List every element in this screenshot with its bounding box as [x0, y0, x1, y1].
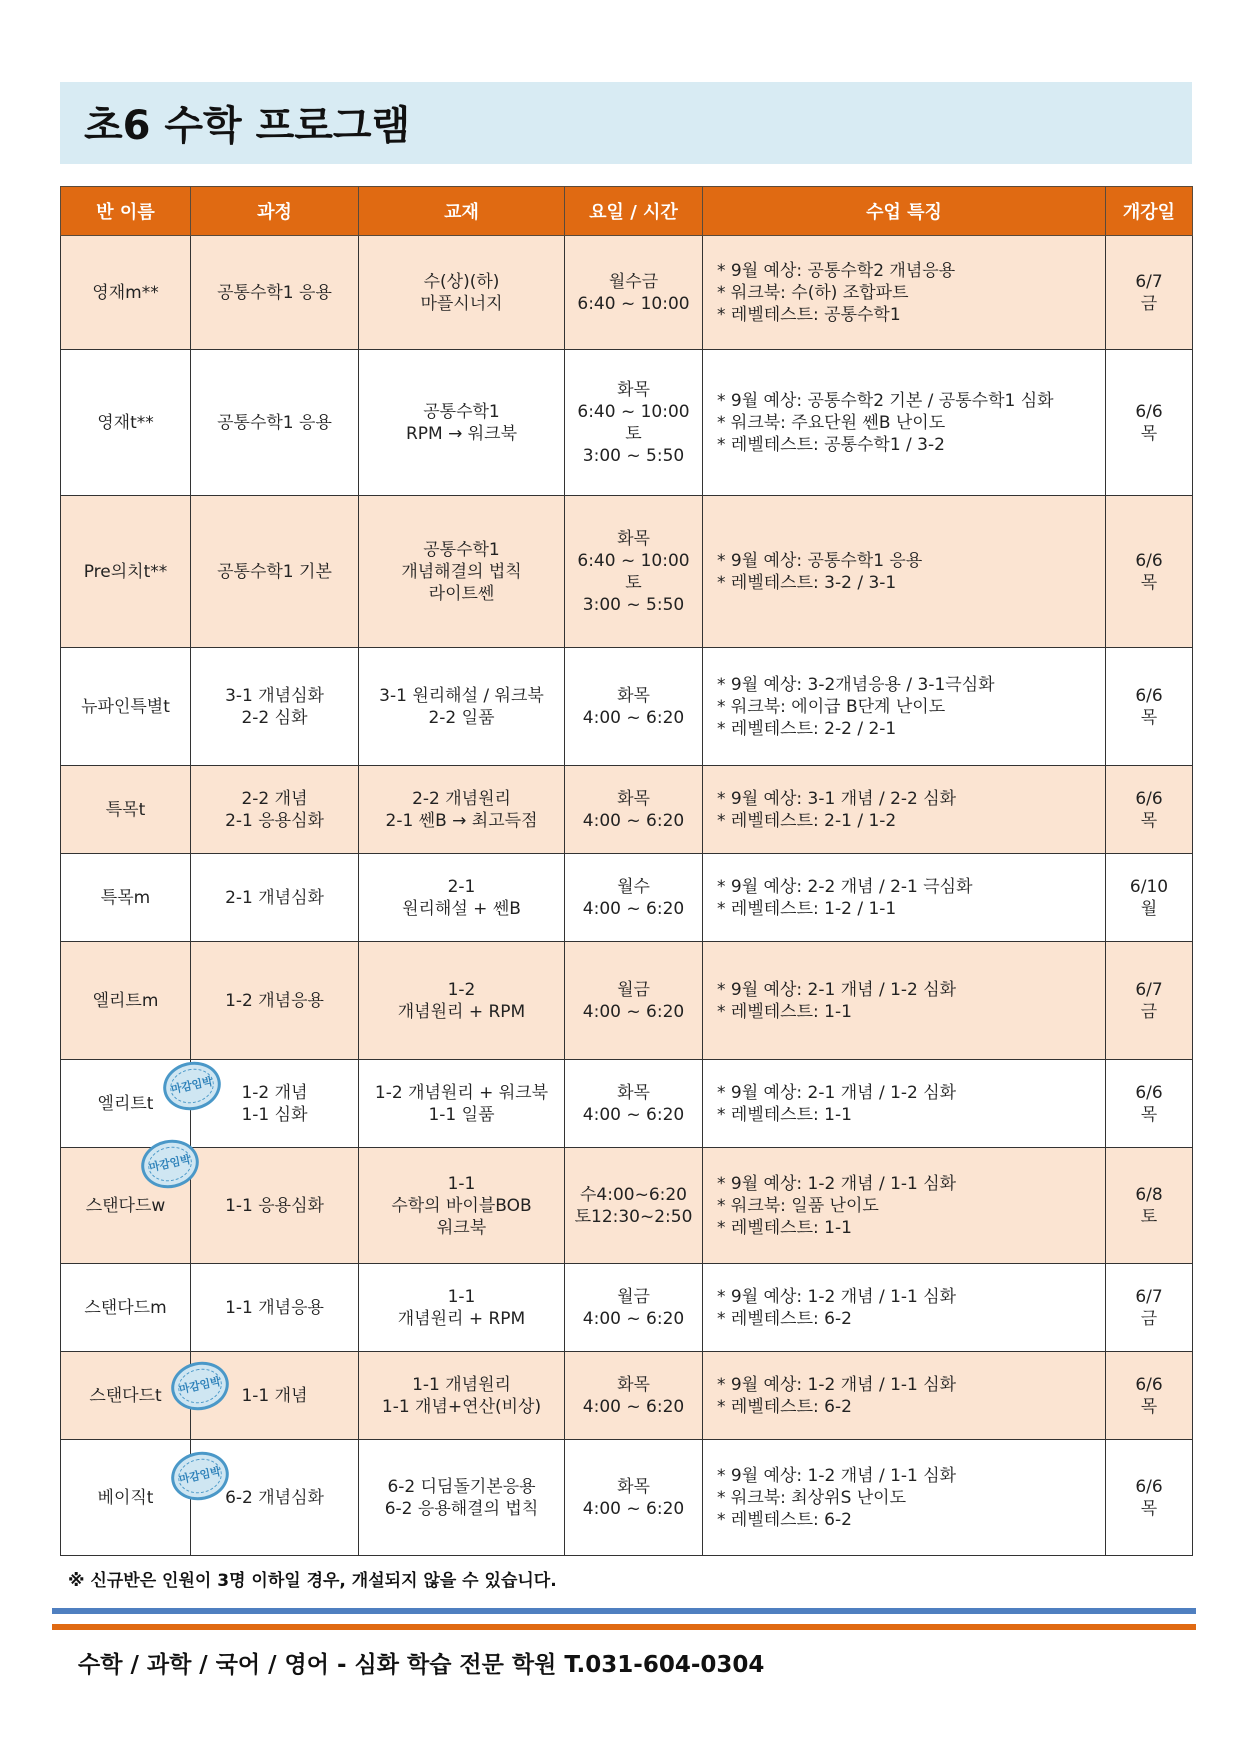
course-cell	[191, 1148, 359, 1264]
features-cell	[703, 350, 1106, 496]
schedule-line: 4:00 ~ 6:20	[582, 1001, 685, 1022]
feature-line: * 레벨테스트: 6-2	[717, 1396, 852, 1417]
feature-line: * 9월 예상: 3-2개념응용 / 3-1극심화	[717, 674, 995, 695]
header-features: 수업 특징	[703, 187, 1106, 236]
textbook-line: 2-1 쎈B → 최고득점	[385, 810, 538, 831]
table-row	[61, 350, 1193, 496]
feature-line: * 레벨테스트: 2-2 / 2-1	[717, 718, 897, 739]
start-date-cell	[1106, 1148, 1193, 1264]
class-name: 특목t	[105, 799, 146, 820]
table-row	[61, 1440, 1193, 1556]
start-date-line: 6/6	[1135, 401, 1163, 422]
class-name: 특목m	[100, 887, 151, 908]
class-name-cell	[61, 1264, 191, 1352]
features-cell	[703, 236, 1106, 350]
textbook-line: 1-1 개념원리	[412, 1374, 511, 1395]
textbook-line: 수(상)(하)	[423, 271, 500, 292]
start-date-cell	[1106, 236, 1193, 350]
start-date-line: 금	[1140, 1001, 1158, 1022]
start-date-line: 목	[1140, 1104, 1158, 1125]
schedule-cell	[565, 1352, 703, 1440]
feature-line: * 9월 예상: 1-2 개념 / 1-1 심화	[717, 1465, 957, 1486]
class-name: 스탠다드t	[89, 1385, 162, 1406]
course-cell	[191, 854, 359, 942]
class-name-cell	[61, 236, 191, 350]
schedule-cell	[565, 1440, 703, 1556]
schedule-line: 월수	[617, 876, 650, 897]
class-name-cell	[61, 1060, 215, 1148]
textbook-cell	[359, 854, 565, 942]
class-name: 베이직t	[97, 1487, 154, 1508]
course-cell	[191, 942, 359, 1060]
schedule-cell	[565, 648, 703, 766]
course-cell	[191, 496, 359, 648]
divider-orange	[52, 1624, 1196, 1630]
feature-line: * 9월 예상: 공통수학1 응용	[717, 550, 923, 571]
schedule-line: 화목	[617, 1374, 650, 1395]
class-name-cell	[61, 648, 191, 766]
start-date-cell	[1106, 648, 1193, 766]
schedule-line: 토12:30~2:50	[574, 1206, 693, 1227]
feature-line: * 워크북: 수(하) 조합파트	[717, 282, 909, 303]
course-line: 2-2 개념	[241, 788, 308, 809]
features-cell	[703, 1264, 1106, 1352]
textbook-cell	[359, 942, 565, 1060]
course-cell	[191, 1264, 359, 1352]
title-bar	[60, 82, 1192, 164]
feature-line: * 레벨테스트: 1-1	[717, 1001, 852, 1022]
start-date-line: 6/7	[1135, 1286, 1163, 1307]
start-date-cell	[1106, 942, 1193, 1060]
page-title: 초6 수학 프로그램	[84, 103, 411, 149]
course-line: 3-1 개념심화	[225, 685, 324, 706]
header-schedule: 요일 / 시간	[565, 187, 703, 236]
features-cell	[703, 1148, 1106, 1264]
start-date-line: 금	[1140, 293, 1158, 314]
start-date-line: 목	[1140, 572, 1158, 593]
schedule-cell	[565, 1060, 703, 1148]
table-row	[61, 1352, 1193, 1440]
feature-line: * 레벨테스트: 6-2	[717, 1308, 852, 1329]
schedule-line: 4:00 ~ 6:20	[582, 1308, 685, 1329]
textbook-cell	[359, 1148, 565, 1264]
textbook-cell	[359, 1060, 565, 1148]
feature-line: * 9월 예상: 2-2 개념 / 2-1 극심화	[717, 876, 973, 897]
schedule-line: 6:40 ~ 10:00	[577, 550, 690, 571]
textbook-cell	[359, 236, 565, 350]
header-course: 과정	[191, 187, 359, 236]
textbook-line: 라이트쎈	[428, 583, 495, 604]
schedule-line: 화목	[617, 1476, 650, 1497]
features-cell	[703, 942, 1106, 1060]
start-date-line: 목	[1140, 810, 1158, 831]
feature-line: * 9월 예상: 2-1 개념 / 1-2 심화	[717, 979, 957, 1000]
features-cell	[703, 766, 1106, 854]
feature-line: * 레벨테스트: 6-2	[717, 1509, 852, 1530]
textbook-line: 1-2	[447, 979, 476, 1000]
textbook-line: 3-1 원리해설 / 워크북	[379, 685, 544, 706]
schedule-line: 4:00 ~ 6:20	[582, 707, 685, 728]
table-row	[61, 236, 1193, 350]
start-date-line: 6/8	[1135, 1184, 1163, 1205]
schedule-cell	[565, 496, 703, 648]
header-start-date: 개강일	[1106, 187, 1193, 236]
closing-soon-stamp-icon: 마감임박	[167, 1356, 234, 1415]
schedule-line: 4:00 ~ 6:20	[582, 810, 685, 831]
features-cell	[703, 854, 1106, 942]
textbook-line: 2-2 일품	[428, 707, 495, 728]
start-date-line: 금	[1140, 1308, 1158, 1329]
course-cell	[191, 766, 359, 854]
textbook-line: RPM → 워크북	[405, 423, 518, 444]
textbook-line: 개념해결의 법칙	[401, 561, 522, 582]
schedule-line: 토	[625, 572, 642, 593]
schedule-line: 6:40 ~ 10:00	[577, 401, 690, 422]
start-date-line: 토	[1140, 1206, 1158, 1227]
course-line: 6-2 개념심화	[225, 1487, 324, 1508]
table-row	[61, 1264, 1193, 1352]
textbook-line: 1-1	[447, 1286, 476, 1307]
course-line: 1-1 응용심화	[225, 1195, 324, 1216]
class-name: 스탠다드m	[84, 1297, 167, 1318]
feature-line: * 레벨테스트: 1-2 / 1-1	[717, 898, 897, 919]
textbook-cell	[359, 1440, 565, 1556]
schedule-cell	[565, 766, 703, 854]
course-line: 1-2 개념응용	[225, 990, 324, 1011]
start-date-cell	[1106, 350, 1193, 496]
start-date-line: 목	[1140, 423, 1158, 444]
schedule-line: 3:00 ~ 5:50	[582, 445, 685, 466]
class-name: 엘리트t	[97, 1093, 154, 1114]
table-row	[61, 648, 1193, 766]
schedule-line: 4:00 ~ 6:20	[582, 898, 685, 919]
schedule-line: 화목	[617, 788, 650, 809]
course-line: 2-1 응용심화	[225, 810, 324, 831]
course-cell	[191, 350, 359, 496]
closing-soon-stamp-icon: 마감임박	[137, 1134, 204, 1193]
feature-line: * 레벨테스트: 공통수학1	[717, 304, 901, 325]
schedule-line: 수4:00~6:20	[579, 1184, 688, 1205]
start-date-cell	[1106, 1440, 1193, 1556]
textbook-line: 1-1 일품	[428, 1104, 495, 1125]
notice-text: ※ 신규반은 인원이 3명 이하일 경우, 개설되지 않을 수 있습니다.	[68, 1571, 557, 1591]
footer-text: 수학 / 과학 / 국어 / 영어 - 심화 학습 전문 학원 T.031-604-0304	[78, 1652, 765, 1678]
closing-soon-stamp-icon: 마감임박	[159, 1056, 226, 1115]
textbook-line: 마플시너지	[420, 293, 503, 314]
schedule-line: 월금	[617, 979, 650, 1000]
textbook-cell	[359, 1264, 565, 1352]
feature-line: * 워크북: 최상위S 난이도	[717, 1487, 907, 1508]
course-line: 2-2 심화	[241, 707, 308, 728]
course-line: 공통수학1 응용	[217, 412, 332, 433]
textbook-cell	[359, 350, 565, 496]
schedule-cell	[565, 1264, 703, 1352]
start-date-line: 6/6	[1135, 1374, 1163, 1395]
textbook-cell	[359, 648, 565, 766]
table-row	[61, 854, 1193, 942]
start-date-cell	[1106, 766, 1193, 854]
start-date-line: 6/7	[1135, 271, 1163, 292]
class-name-cell	[61, 1352, 223, 1440]
feature-line: * 레벨테스트: 1-1	[717, 1217, 852, 1238]
start-date-line: 6/6	[1135, 550, 1163, 571]
class-name: 영재m**	[92, 282, 159, 303]
feature-line: * 레벨테스트: 3-2 / 3-1	[717, 572, 897, 593]
start-date-line: 목	[1140, 1498, 1158, 1519]
start-date-line: 목	[1140, 707, 1158, 728]
textbook-cell	[359, 766, 565, 854]
start-date-line: 6/7	[1135, 979, 1163, 1000]
start-date-line: 6/6	[1135, 788, 1163, 809]
features-cell	[703, 648, 1106, 766]
class-name: Pre의치t**	[83, 561, 168, 582]
feature-line: * 9월 예상: 1-2 개념 / 1-1 심화	[717, 1374, 957, 1395]
schedule-cell	[565, 1148, 703, 1264]
class-name-cell	[61, 1440, 223, 1556]
textbook-line: 공통수학1	[423, 401, 500, 422]
feature-line: * 워크북: 에이급 B단계 난이도	[717, 696, 946, 717]
course-line: 공통수학1 응용	[217, 282, 332, 303]
class-name-cell	[61, 942, 191, 1060]
class-name: 영재t**	[97, 412, 154, 433]
schedule-table	[60, 186, 1193, 1556]
closing-soon-stamp-icon: 마감임박	[167, 1446, 234, 1505]
start-date-line: 6/6	[1135, 1476, 1163, 1497]
feature-line: * 9월 예상: 1-2 개념 / 1-1 심화	[717, 1286, 957, 1307]
feature-line: * 9월 예상: 3-1 개념 / 2-2 심화	[717, 788, 957, 809]
schedule-line: 화목	[617, 1082, 650, 1103]
schedule-line: 3:00 ~ 5:50	[582, 594, 685, 615]
schedule-line: 화목	[617, 685, 650, 706]
table-row	[61, 1148, 1193, 1264]
schedule-line: 화목	[617, 379, 650, 400]
textbook-line: 6-2 응용해결의 법칙	[384, 1498, 539, 1519]
class-name: 뉴파인특별t	[81, 696, 170, 717]
schedule-cell	[565, 942, 703, 1060]
feature-line: * 워크북: 주요단원 쎈B 난이도	[717, 412, 946, 433]
class-name: 스탠다드w	[85, 1195, 166, 1216]
class-name: 엘리트m	[92, 990, 159, 1011]
start-date-cell	[1106, 1060, 1193, 1148]
textbook-cell	[359, 496, 565, 648]
course-line: 1-1 개념응용	[225, 1297, 324, 1318]
divider-blue	[52, 1608, 1196, 1614]
textbook-line: 2-2 개념원리	[412, 788, 511, 809]
features-cell	[703, 1352, 1106, 1440]
table-header-row	[61, 187, 1193, 236]
feature-line: * 9월 예상: 공통수학2 기본 / 공통수학1 심화	[717, 390, 1054, 411]
textbook-line: 수학의 바이블BOB	[391, 1195, 532, 1216]
course-line: 2-1 개념심화	[225, 887, 324, 908]
course-line: 1-1 개념	[241, 1385, 308, 1406]
textbook-line: 1-1 개념+연산(비상)	[381, 1396, 542, 1417]
feature-line: * 레벨테스트: 공통수학1 / 3-2	[717, 434, 945, 455]
schedule-line: 월금	[617, 1286, 650, 1307]
start-date-line: 6/10	[1129, 876, 1169, 897]
schedule-cell	[565, 350, 703, 496]
textbook-line: 개념원리 + RPM	[397, 1308, 526, 1329]
table-row	[61, 942, 1193, 1060]
course-line: 1-2 개념	[241, 1082, 308, 1103]
feature-line: * 9월 예상: 1-2 개념 / 1-1 심화	[717, 1173, 957, 1194]
textbook-line: 공통수학1	[423, 539, 500, 560]
schedule-line: 월수금	[608, 271, 659, 292]
course-cell	[191, 648, 359, 766]
start-date-cell	[1106, 1352, 1193, 1440]
textbook-line: 6-2 디딤돌기본응용	[387, 1476, 536, 1497]
table-row	[61, 1060, 1193, 1148]
features-cell	[703, 1440, 1106, 1556]
schedule-cell	[565, 854, 703, 942]
textbook-line: 2-1	[447, 876, 476, 897]
textbook-line: 1-2 개념원리 + 워크북	[374, 1082, 549, 1103]
schedule-line: 4:00 ~ 6:20	[582, 1396, 685, 1417]
feature-line: * 9월 예상: 2-1 개념 / 1-2 심화	[717, 1082, 957, 1103]
schedule-line: 토	[625, 423, 642, 444]
textbook-cell	[359, 1352, 565, 1440]
class-name-cell	[61, 1148, 191, 1264]
header-class-name: 반 이름	[61, 187, 191, 236]
class-name-cell	[61, 496, 191, 648]
course-line: 1-1 심화	[241, 1104, 308, 1125]
feature-line: * 레벨테스트: 2-1 / 1-2	[717, 810, 897, 831]
class-name-cell	[61, 854, 191, 942]
start-date-cell	[1106, 496, 1193, 648]
feature-line: * 9월 예상: 공통수학2 개념응용	[717, 260, 956, 281]
class-name-cell	[61, 766, 191, 854]
header-textbook: 교재	[359, 187, 565, 236]
start-date-line: 6/6	[1135, 685, 1163, 706]
schedule-line: 6:40 ~ 10:00	[577, 293, 690, 314]
start-date-cell	[1106, 854, 1193, 942]
class-name-cell	[61, 350, 191, 496]
start-date-line: 목	[1140, 1396, 1158, 1417]
schedule-line: 4:00 ~ 6:20	[582, 1104, 685, 1125]
textbook-line: 워크북	[436, 1217, 487, 1238]
schedule-line: 화목	[617, 528, 650, 549]
textbook-line: 개념원리 + RPM	[397, 1001, 526, 1022]
start-date-line: 월	[1140, 898, 1158, 919]
feature-line: * 워크북: 일품 난이도	[717, 1195, 879, 1216]
textbook-line: 1-1	[447, 1173, 476, 1194]
start-date-cell	[1106, 1264, 1193, 1352]
schedule-cell	[565, 236, 703, 350]
feature-line: * 레벨테스트: 1-1	[717, 1104, 852, 1125]
features-cell	[703, 496, 1106, 648]
schedule-line: 4:00 ~ 6:20	[582, 1498, 685, 1519]
features-cell	[703, 1060, 1106, 1148]
table-row	[61, 496, 1193, 648]
course-line: 공통수학1 기본	[217, 561, 332, 582]
start-date-line: 6/6	[1135, 1082, 1163, 1103]
table-row	[61, 766, 1193, 854]
course-cell	[191, 236, 359, 350]
textbook-line: 원리해설 + 쎈B	[402, 898, 521, 919]
